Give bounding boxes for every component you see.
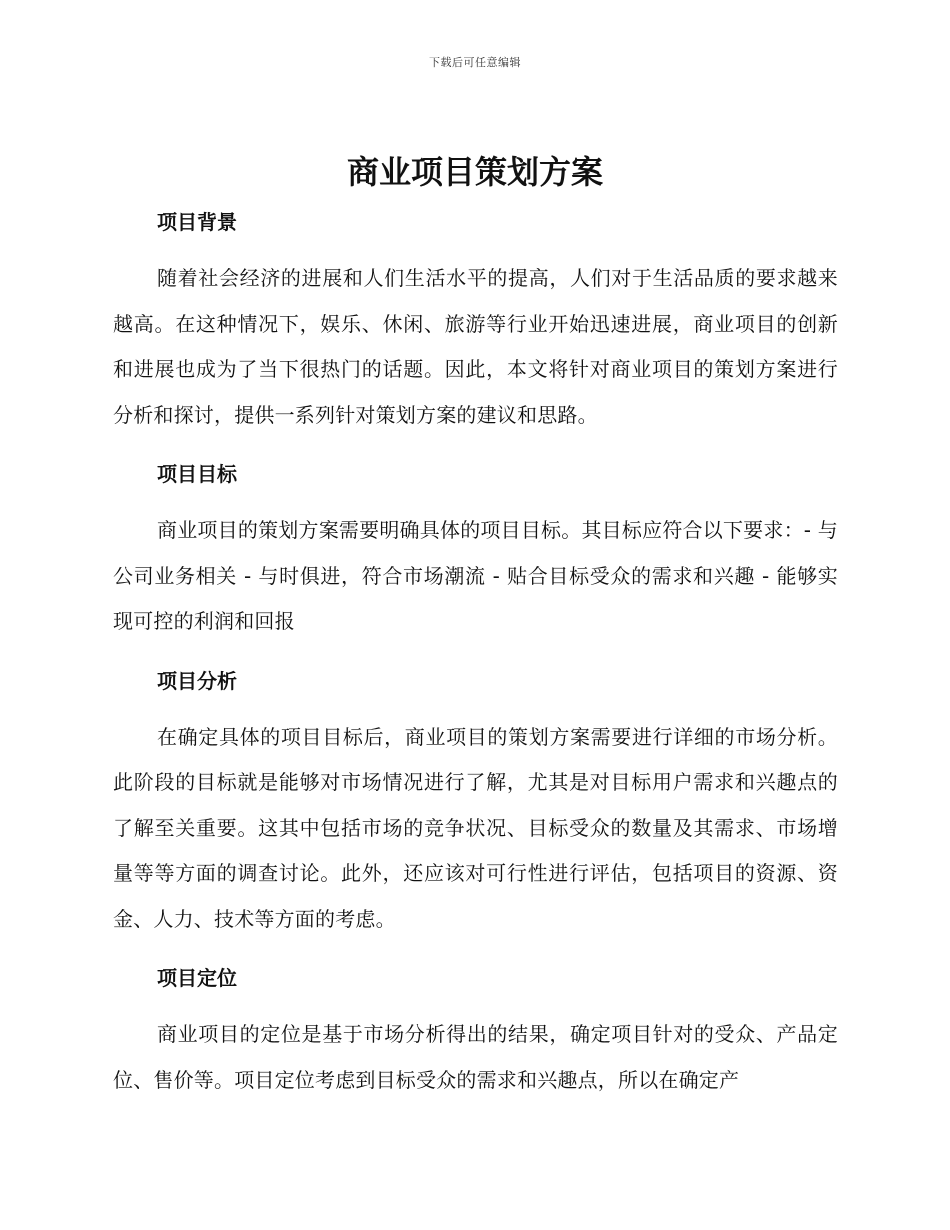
section-positioning (113, 956, 838, 1103)
section-background (113, 200, 838, 438)
section-paragraph: 在确定具体的项目目标后，商业项目的策划方案需要进行详细的市场分析。此阶段的目标就是能够对市场情况进行了解，尤其是对目标用户需求和兴趣点的了解至关重要。这其中包括市场的竞争状况、目标受众的数量及其需求、市场增量等等方面的调查讨论。此外，还应该对可行性进行评估，包括项目的资源、资金、人力、技术等方面的考虑。 (113, 724, 838, 931)
section-paragraph: 商业项目的策划方案需要明确具体的项目目标。其目标应符合以下要求：- 与公司业务相关 - 与时俱进，符合市场潮流 - 贴合目标受众的需求和兴趣 - 能够实现可控的利润和回报 (113, 518, 838, 633)
section-heading: 项目定位 (157, 966, 237, 990)
section-paragraph: 随着社会经济的进展和人们生活水平的提高，人们对于生活品质的要求越来越高。在这种情况下，娱乐、休闲、旅游等行业开始迅速进展，商业项目的创新和进展也成为了当下很热门的话题。因此，本文将针对商业项目的策划方案进行分析和探讨，提供一系列针对策划方案的建议和思路。 (113, 266, 838, 427)
section-heading: 项目分析 (157, 668, 237, 693)
section-analysis (113, 659, 838, 943)
section-goal (113, 452, 838, 645)
section-heading: 项目背景 (157, 210, 237, 234)
section-heading: 项目目标 (157, 462, 237, 486)
document-title: 商业项目策划方案 (346, 153, 603, 191)
page-header-note: 下载后可任意编辑 (429, 56, 521, 69)
section-paragraph: 商业项目的定位是基于市场分析得出的结果，确定项目针对的受众、产品定位、售价等。项目定位考虑到目标受众的需求和兴趣点，所以在确定产 (113, 1022, 838, 1092)
document-body (113, 200, 838, 1103)
